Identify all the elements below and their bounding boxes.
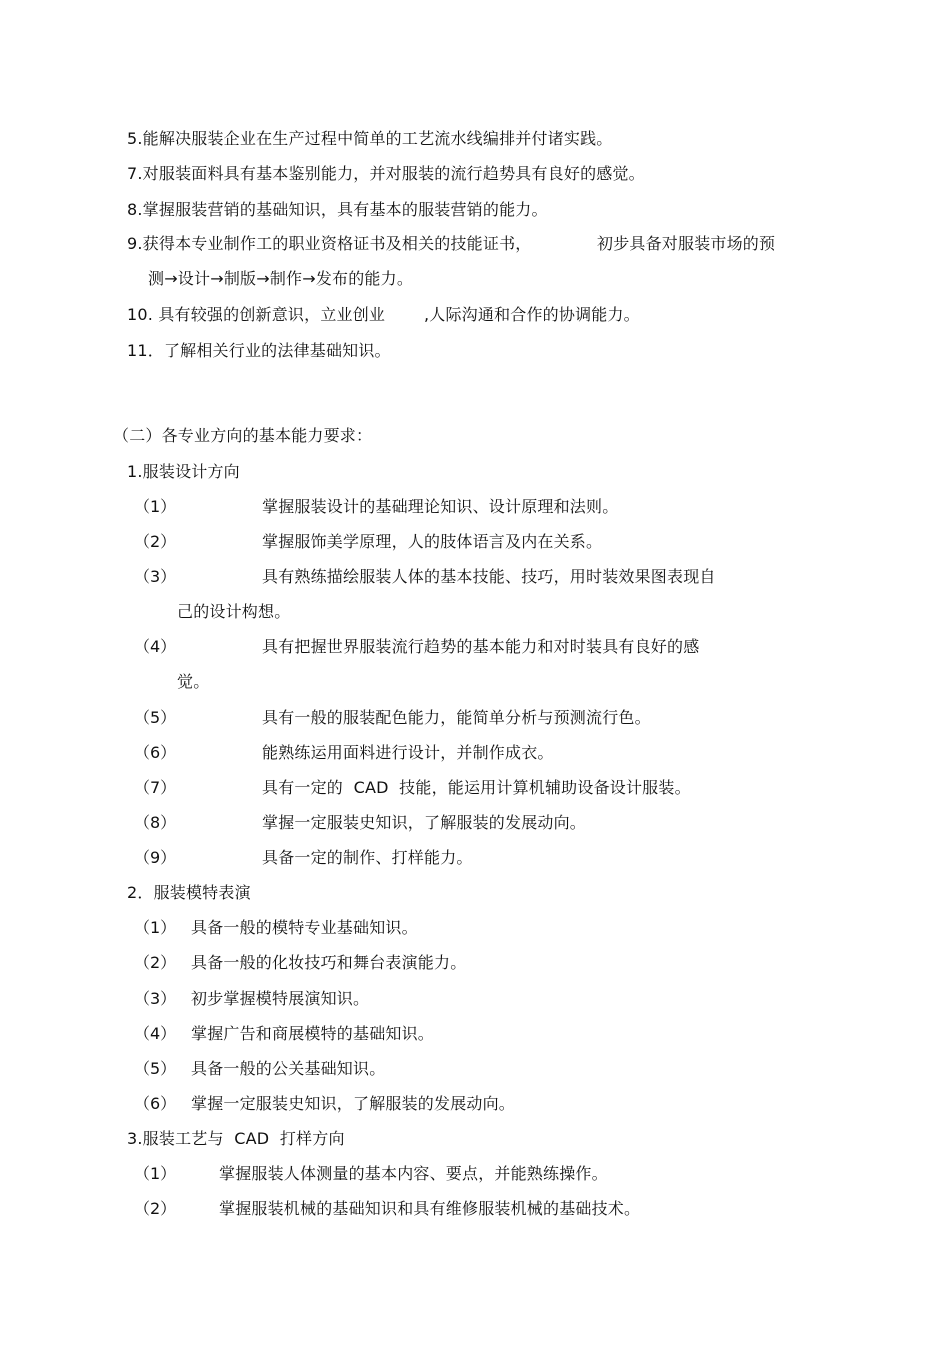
craft-item-1-text: 掌握服装人体测量的基本内容、要点，并能熟练操作。: [219, 1164, 608, 1183]
design-item-1-marker: （1）: [134, 497, 177, 516]
design-title: 1.服装设计方向: [127, 462, 240, 481]
item-8: 8.掌握服装营销的基础知识，具有基本的服装营销的能力。: [127, 200, 548, 219]
item-9-line1b: 初步具备对服装市场的预: [597, 234, 776, 253]
design-item-2-text: 掌握服饰美学原理，人的肢体语言及内在关系。: [262, 532, 603, 551]
design-item-3-cont: 己的设计构想。: [177, 602, 291, 621]
design-item-7-text: 具有一定的 CAD 技能，能运用计算机辅助设备设计服装。: [262, 778, 691, 797]
design-item-3-text: 具有熟练描绘服装人体的基本技能、技巧，用时装效果图表现自: [262, 567, 716, 586]
model-item-4-text: 掌握广告和商展模特的基础知识。: [191, 1024, 435, 1043]
design-item-1-text: 掌握服装设计的基础理论知识、设计原理和法则。: [262, 497, 619, 516]
model-item-2-marker: （2）: [134, 953, 177, 972]
model-item-3-marker: （3）: [134, 989, 177, 1008]
model-item-3-text: 初步掌握模特展演知识。: [191, 989, 370, 1008]
design-item-6-text: 能熟练运用面料进行设计，并制作成衣。: [262, 743, 554, 762]
design-item-4-marker: （4）: [134, 637, 177, 656]
design-item-8-marker: （8）: [134, 813, 177, 832]
design-item-3-marker: （3）: [134, 567, 177, 586]
model-item-5-marker: （5）: [134, 1059, 177, 1078]
craft-item-2-text: 掌握服装机械的基础知识和具有维修服装机械的基础技术。: [219, 1199, 641, 1218]
item-7: 7.对服装面料具有基本鉴别能力，并对服装的流行趋势具有良好的感觉。: [127, 164, 645, 183]
item-5: 5.能解决服装企业在生产过程中简单的工艺流水线编排并付诸实践。: [127, 129, 613, 148]
item-9-line1a: 9.获得本专业制作工的职业资格证书及相关的技能证书，: [127, 234, 532, 253]
item-9-line2: 测→设计→制版→制作→发布的能力。: [148, 269, 414, 288]
design-item-7-marker: （7）: [134, 778, 177, 797]
item-10a: 10. 具有较强的创新意识，立业创业: [127, 305, 386, 324]
design-item-5-text: 具有一般的服装配色能力，能简单分析与预测流行色。: [262, 708, 651, 727]
model-item-4-marker: （4）: [134, 1024, 177, 1043]
design-item-2-marker: （2）: [134, 532, 177, 551]
craft-title: 3.服装工艺与 CAD 打样方向: [127, 1129, 345, 1148]
model-item-6-marker: （6）: [134, 1094, 177, 1113]
model-item-2-text: 具备一般的化妆技巧和舞台表演能力。: [191, 953, 467, 972]
craft-item-2-marker: （2）: [134, 1199, 177, 1218]
design-item-4-text: 具有把握世界服装流行趋势的基本能力和对时装具有良好的感: [262, 637, 700, 656]
design-item-9-marker: （9）: [134, 848, 177, 867]
design-item-6-marker: （6）: [134, 743, 177, 762]
design-item-4-cont: 觉。: [177, 672, 210, 691]
design-item-5-marker: （5）: [134, 708, 177, 727]
item-10b: ,人际沟通和合作的协调能力。: [424, 305, 640, 324]
item-11: 11．了解相关行业的法律基础知识。: [127, 341, 391, 360]
design-item-9-text: 具备一定的制作、打样能力。: [262, 848, 473, 867]
model-item-5-text: 具备一般的公关基础知识。: [191, 1059, 386, 1078]
design-item-8-text: 掌握一定服装史知识，了解服装的发展动向。: [262, 813, 587, 832]
model-item-6-text: 掌握一定服装史知识，了解服装的发展动向。: [191, 1094, 516, 1113]
model-item-1-marker: （1）: [134, 918, 177, 937]
craft-item-1-marker: （1）: [134, 1164, 177, 1183]
model-title: 2．服装模特表演: [127, 883, 251, 902]
model-item-1-text: 具备一般的模特专业基础知识。: [191, 918, 418, 937]
section-2-heading: （二）各专业方向的基本能力要求：: [113, 426, 373, 445]
